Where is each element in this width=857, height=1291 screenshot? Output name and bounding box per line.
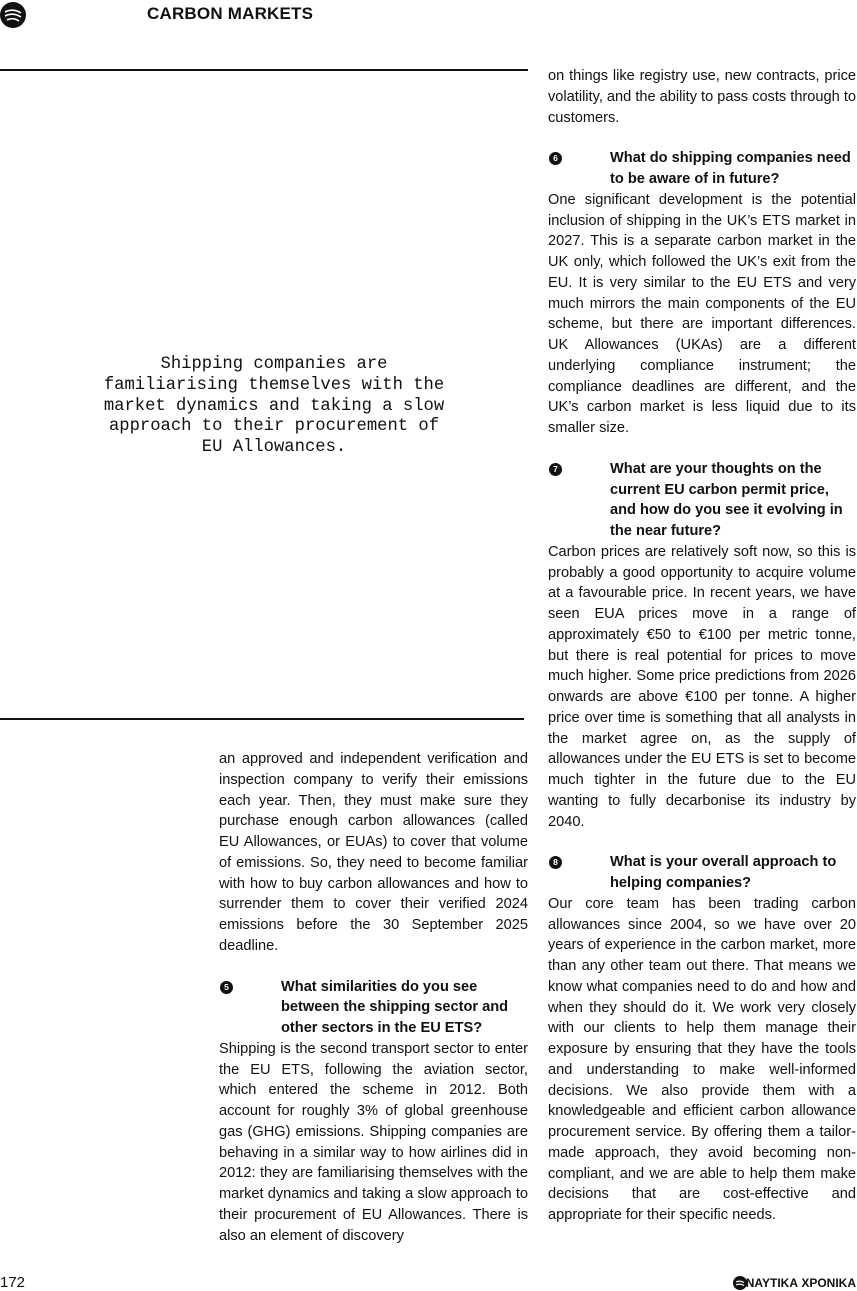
question-6: [548, 148, 856, 190]
right-column: [548, 66, 856, 1226]
magazine-logo-icon: [0, 2, 26, 28]
question-7: [548, 459, 856, 542]
middle-column: [219, 749, 528, 1246]
bottom-divider: [0, 718, 524, 720]
question-number-badge: 6: [549, 152, 562, 165]
answer-5: Shipping is the second transport sector to enter the EU ETS, following the aviation sector, which entered the scheme in 2012. Both account for roughly 3% of global greenhouse gas (GHG) emissions. Shipping companies are behaving in a similar way to how airlines did in 2012: they are familiarising themselves with the market dynamics and taking a slow approach to their procurement of EU Allowances. There is also an element of discovery: [219, 1040, 528, 1244]
paragraph: on things like registry use, new contracts, price volatility, and the ability to pass costs through to customers.: [548, 68, 856, 126]
page-number: 172: [0, 1274, 26, 1291]
top-divider: [0, 69, 528, 71]
question-8: [548, 852, 856, 894]
question-text: What similarities do you see between the shipping sector and other sectors in the EU ETS?: [281, 978, 509, 1036]
question-text: What is your overall approach to helping companies?: [610, 854, 837, 891]
answer-8: Our core team has been trading carbon allowances since 2004, so we have over 20 years of experience in the carbon market, more than any other team out there. That means we know what companies need to do and how and when they should do it. We work very closely with our clients to help them manage their exposure by ensuring that they have the tools and understanding to make well-informed decisions. We also provide them with a knowledgeable and efficient carbon allowance procurement service. By offering them a tailor-made approach, they avoid becoming non-compliant, and we are able to help them make decisions that are cost-effective and appropriate for their specific needs.: [548, 895, 856, 1223]
question-text: What are your thoughts on the current EU carbon permit price, and how do you see it evolving in the near future?: [610, 460, 843, 539]
question-number-badge: 8: [549, 856, 562, 869]
section-title: CARBON MARKETS: [147, 4, 314, 23]
answer-7: Carbon prices are relatively soft now, so this is probably a good opportunity to acquire volume at a favourable price. In recent years, we have seen EUA prices move in a range of approximately €50 to €100 per metric tonne, but there is real potential for prices to move much higher. Some price predictions from 2026 onwards are above €100 per tonne. A higher price over time is something that all analysts in the market agree on, as the supply of allowances under the EU ETS is set to become much tighter in the future due to the EU wanting to fully decarbonise its industry by 2040.: [548, 543, 856, 830]
pull-quote: Shipping companies are familiarising themselves with the market dynamics and taking a slow approach to their procurement of EU Allowances.: [103, 355, 445, 458]
question-number-badge: 5: [220, 981, 233, 994]
question-text: What do shipping companies need to be aware of in future?: [610, 150, 851, 187]
answer-6: One significant development is the potential inclusion of shipping in the UK’s ETS market in 2027. This is a separate carbon market in the UK only, which followed the UK’s exit from the EU. It is very similar to the EU ETS and very much mirrors the main components of the EU scheme, but there are important differences. UK Allowances (UKAs) are a different underlying compliance instrument; the compliance deadlines are different, and the UK’s carbon market is less liquid due to its smaller size.: [548, 191, 856, 436]
question-number-badge: 7: [549, 463, 562, 476]
paragraph: an approved and independent verification and inspection company to verify their emissions each year. Then, they must make sure they purchase enough carbon allowances (called EU Allowances, or EUAs) to cover that volume of emissions. So, they need to become familiar with how to buy carbon allowances and how to surrender them to cover their verified 2024 emissions before the 30 September 2025 deadline.: [219, 751, 528, 954]
publication-name: ΝΑΥΤΙΚΑ ΧΡΟΝΙΚΑ: [745, 1276, 856, 1290]
question-5: [219, 977, 528, 1039]
